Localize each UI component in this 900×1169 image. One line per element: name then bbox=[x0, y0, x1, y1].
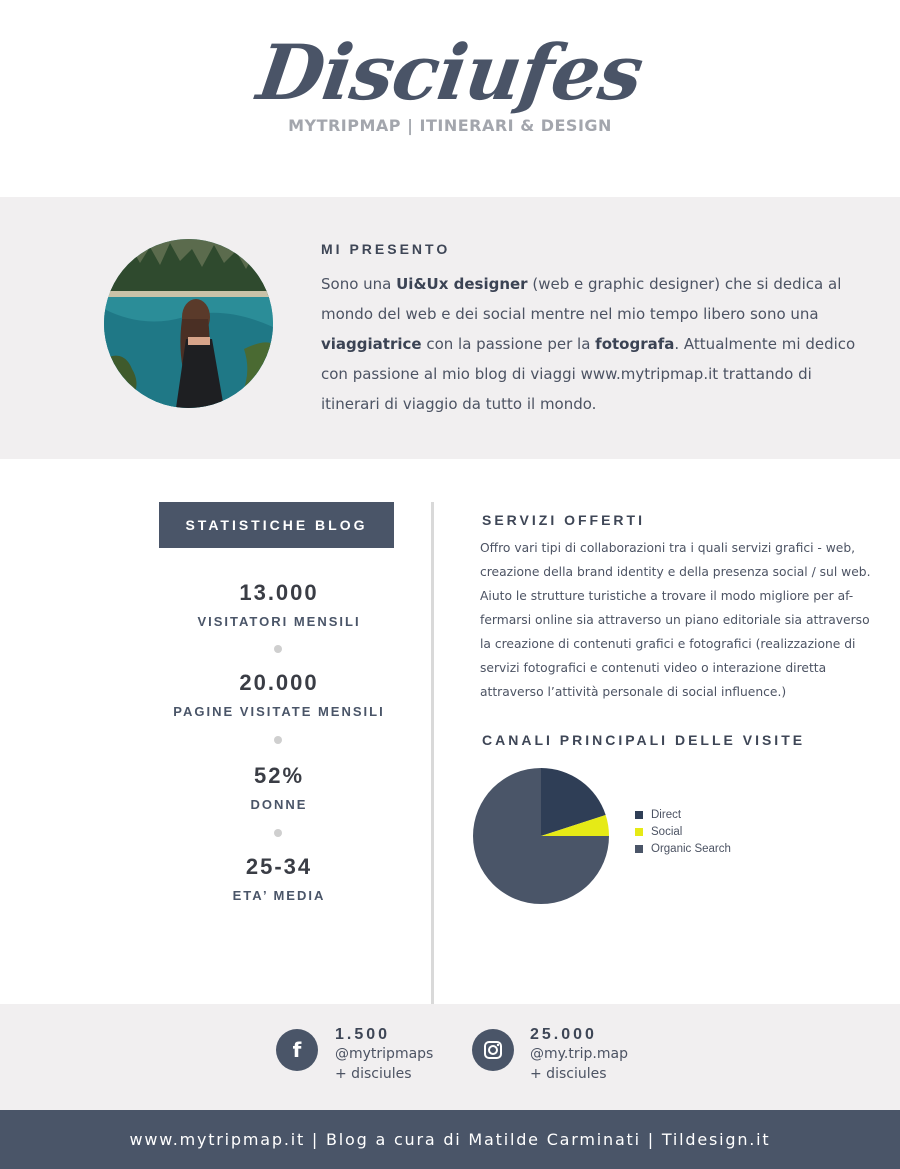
instagram-note: + disciules bbox=[530, 1066, 607, 1082]
separator-dot bbox=[274, 736, 282, 744]
stat-value: 25-34 bbox=[245, 854, 313, 879]
logo-subtitle: MYTRIPMAP | ITINERARI & DESIGN bbox=[288, 116, 612, 135]
legend-label: Organic Search bbox=[651, 842, 731, 855]
instagram-icon[interactable] bbox=[472, 1029, 514, 1071]
facebook-handle[interactable]: @mytripmaps bbox=[335, 1046, 434, 1062]
stat-women bbox=[159, 763, 399, 812]
stat-label: PAGINE VISITATE MENSILI bbox=[173, 704, 385, 719]
stats-badge: STATISTICHE BLOG bbox=[159, 502, 394, 548]
chart-title: CANALI PRINCIPALI DELLE VISITE bbox=[482, 732, 806, 748]
instagram-handle[interactable]: @my.trip.map bbox=[530, 1046, 628, 1062]
stat-visitors bbox=[159, 580, 399, 629]
services-line: attraverso l’attività personale di social influence.) bbox=[480, 685, 787, 699]
footer: www.mytripmap.it | Blog a cura di Matilde Carminati | Tildesign.it bbox=[0, 1110, 900, 1169]
svg-text:f: f bbox=[292, 1038, 302, 1062]
facebook-icon[interactable] bbox=[276, 1029, 318, 1071]
services-paragraph bbox=[480, 536, 875, 704]
intro-title: MI PRESENTO bbox=[321, 241, 451, 257]
visits-pie-chart bbox=[472, 767, 610, 905]
legend-item bbox=[635, 840, 731, 857]
services-title: SERVIZI OFFERTI bbox=[482, 512, 645, 528]
services-line: Aiuto le strutture turistiche a trovare il modo migliore per af- bbox=[480, 589, 854, 603]
stat-value: 13.000 bbox=[239, 580, 319, 605]
services-line: creazione della brand identity e della presenza social / sul web. bbox=[480, 565, 871, 579]
column-divider bbox=[431, 502, 434, 1004]
facebook-count: 1.500 bbox=[335, 1026, 391, 1043]
legend-label: Social bbox=[651, 825, 683, 838]
stat-value: 20.000 bbox=[239, 670, 319, 695]
legend-swatch bbox=[635, 828, 643, 836]
stat-label: DONNE bbox=[250, 797, 308, 812]
services-line: fermarsi online sia attraverso un piano editoriale sia attraverso bbox=[480, 613, 870, 627]
services-line: Offro vari tipi di collaborazioni tra i quali servizi grafici - web, bbox=[480, 541, 856, 555]
services-line: la creazione di contenuti grafici e fotografici (realizzazione di bbox=[480, 637, 856, 651]
header bbox=[0, 0, 900, 197]
intro-paragraph: Sono una Ui&Ux designer (web e graphic designer) che si dedica al mondo del web e dei social mentre nel mio tempo libero sono una viaggiatrice con la passione per la fotografa. Attualmente mi dedico con passione al mio blog di viaggi www.mytripmap.it trattando di itinerari di viaggio da tutto il mondo. bbox=[321, 275, 856, 413]
profile-photo bbox=[104, 239, 273, 408]
legend-item bbox=[635, 806, 731, 823]
facebook-note: + disciules bbox=[335, 1066, 412, 1082]
profile-photo-illustration bbox=[104, 239, 273, 408]
stat-value: 52% bbox=[253, 763, 305, 788]
stat-pageviews bbox=[159, 670, 399, 719]
separator-dot bbox=[274, 645, 282, 653]
intro-section bbox=[0, 197, 900, 459]
legend-swatch bbox=[635, 845, 643, 853]
stat-age bbox=[159, 854, 399, 903]
chart-legend bbox=[635, 806, 731, 857]
logo: Disciufes bbox=[252, 28, 648, 117]
stat-label: VISITATORI MENSILI bbox=[197, 614, 361, 629]
services-line: servizi fotografici e contenuti video o interazione diretta bbox=[480, 661, 827, 675]
social-section bbox=[0, 1004, 900, 1110]
separator-dot bbox=[274, 829, 282, 837]
stat-label: ETA’ MEDIA bbox=[232, 888, 326, 903]
legend-swatch bbox=[635, 811, 643, 819]
legend-item bbox=[635, 823, 731, 840]
instagram-count: 25.000 bbox=[530, 1026, 597, 1043]
legend-label: Direct bbox=[651, 808, 682, 821]
